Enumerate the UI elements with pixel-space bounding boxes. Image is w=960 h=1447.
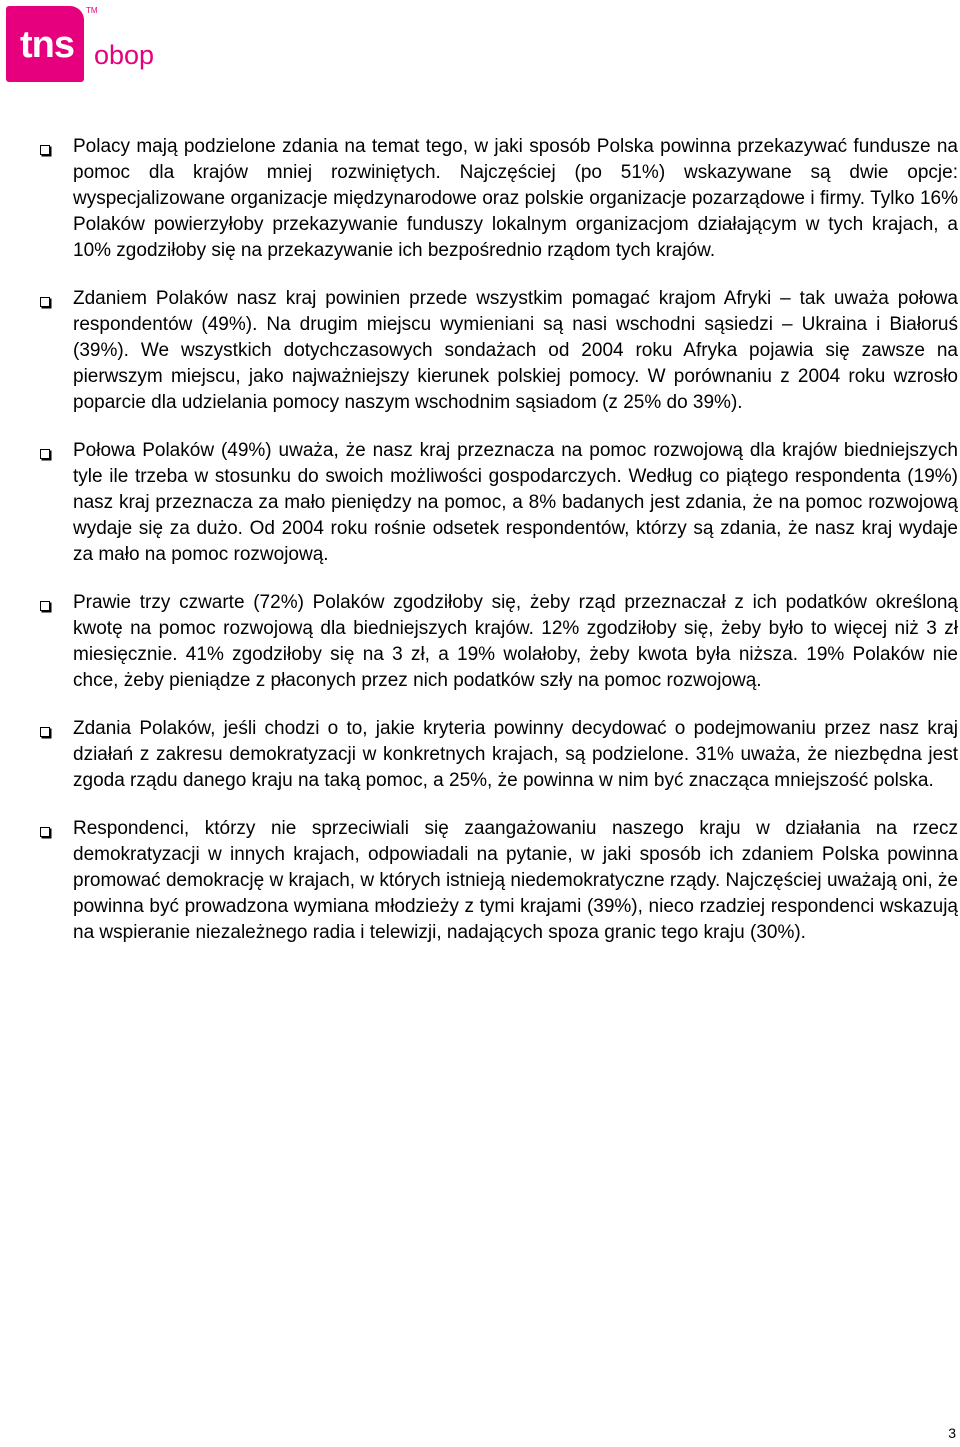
logo-badge — [6, 6, 84, 82]
checkbox-bullet-icon — [40, 297, 50, 307]
bullet-list — [40, 134, 958, 968]
checkbox-bullet-icon — [40, 601, 50, 611]
page-number: 3 — [948, 1425, 956, 1441]
list-item-text: Respondenci, którzy nie sprzeciwiali się zaangażowaniu naszego kraju w działania na rzecz demokratyzacji w innych krajach, odpowiadali na pytanie, w jaki sposób ich zdaniem Polska powinna promować demokrację w krajach, w których istnieją niedemokratyczne rządy. Najczęściej uważają oni, że powinna być prowadzona wymiana młodzieży z tymi krajami (39%), nieco rzadziej respondenci wskazują na wspieranie niezależnego radia i telewizji, nadających spoza granic tego kraju (30%). — [73, 818, 958, 943]
list-item — [40, 134, 958, 264]
list-item-text: Polacy mają podzielone zdania na temat tego, w jaki sposób Polska powinna przekazywać fundusze na pomoc dla krajów mniej rozwiniętych. Najczęściej (po 51%) wskazywane są dwie opcje: wyspecjalizowane organizacje międzynarodowe oraz polskie organizacje pozarządowe i firmy. Tylko 16% Polaków powierzyłoby przekazywanie funduszy lokalnym organizacjom działającym w tych krajach, a 10% zgodziłoby się na przekazywanie ich bezpośrednio rządom tych krajów. — [73, 136, 958, 261]
logo-trademark: TM — [86, 6, 98, 15]
checkbox-bullet-icon — [40, 827, 50, 837]
list-item-text: Połowa Polaków (49%) uważa, że nasz kraj przeznacza na pomoc rozwojową dla krajów biedniejszych tyle ile trzeba w stosunku do swoich możliwości gospodarczych. Według co piątego respondenta (19%) nasz kraj przeznacza za mało pieniędzy na pomoc, a 8% badanych jest zdania, że na pomoc rozwojową wydaje się za dużo. Od 2004 roku rośnie odsetek respondentów, którzy są zdania, że nasz kraj wydaje za mało na pomoc rozwojową. — [73, 440, 958, 565]
list-item — [40, 286, 958, 416]
list-item-text: Prawie trzy czwarte (72%) Polaków zgodziłoby się, żeby rząd przeznaczał z ich podatków określoną kwotę na pomoc rozwojową dla biedniejszych krajów. 12% zgodziłoby się, żeby było to więcej niż 3 zł miesięcznie. 41% zgodziłoby się na 3 zł, a 19% wolałoby, żeby kwota była niższa. 19% Polaków nie chce, żeby pieniądze z płaconych przez nich podatków szły na pomoc rozwojową. — [73, 592, 958, 691]
checkbox-bullet-icon — [40, 727, 50, 737]
list-item — [40, 816, 958, 946]
list-item-text: Zdania Polaków, jeśli chodzi o to, jakie kryteria powinny decydować o podejmowaniu przez nasz kraj działań z zakresu demokratyzacji w konkretnych krajach, są podzielone. 31% uważa, że niezbędna jest zgoda rządu danego kraju na taką pomoc, a 25%, że powinna w nim być znacząca mniejszość polska. — [73, 718, 958, 791]
list-item — [40, 438, 958, 568]
checkbox-bullet-icon — [40, 145, 50, 155]
logo-sub: obop — [94, 40, 155, 70]
checkbox-bullet-icon — [40, 449, 50, 459]
logo-brand: tns — [20, 24, 74, 66]
list-item — [40, 590, 958, 694]
tns-obop-logo — [6, 6, 156, 86]
list-item-text: Zdaniem Polaków nasz kraj powinien przede wszystkim pomagać krajom Afryki – tak uważa połowa respondentów (49%). Na drugim miejscu wymieniani są nasi wschodni sąsiedzi – Ukraina i Białoruś (39%). We wszystkich dotychczasowych sondażach od 2004 roku Afryka pojawia się zawsze na pierwszym miejscu, jako najważniejszy kierunek polskiej pomocy. W porównaniu z 2004 roku wzrosło poparcie dla udzielania pomocy naszym wschodnim sąsiadom (z 25% do 39%). — [73, 288, 958, 413]
list-item — [40, 716, 958, 794]
